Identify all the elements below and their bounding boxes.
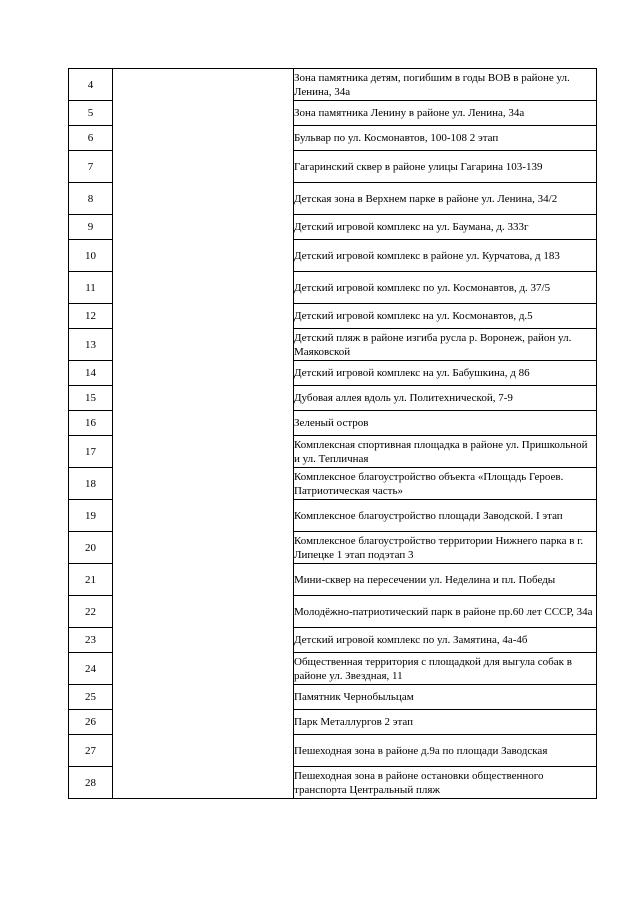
object-name-text: Детский игровой комплекс на ул. Космонавтов, д.5 — [294, 310, 533, 322]
row-number-cell: 21 — [69, 564, 113, 596]
object-name-text: Гагаринский сквер в районе улицы Гагарина 103-139 — [294, 160, 543, 173]
object-name-text: Комплексная спортивная площадка в районе ул. Пришкольной и ул. Тепличная — [294, 438, 588, 465]
object-name-cell — [294, 386, 597, 411]
row-number-cell: 25 — [69, 685, 113, 710]
object-name-cell — [294, 685, 597, 710]
object-name-text: Комплексное благоустройство объекта «Площадь Героев. Патриотическая часть» — [294, 470, 564, 497]
object-name-text: Детский игровой комплекс на ул. Бабушкина, д 86 — [294, 367, 530, 379]
row-number-cell: 9 — [69, 215, 113, 240]
row-number-cell: 22 — [69, 596, 113, 628]
object-name-cell — [294, 101, 597, 126]
object-name-text: Бульвар по ул. Космонавтов, 100-108 2 этап — [294, 132, 499, 144]
object-name-text: Детский игровой комплекс по ул. Замятина, 4а-4б — [294, 634, 528, 646]
row-number-cell: 12 — [69, 304, 113, 329]
object-name-cell — [294, 151, 597, 183]
object-name-text: Детский игровой комплекс на ул. Баумана, д. 333г — [294, 221, 529, 233]
row-number-cell: 11 — [69, 272, 113, 304]
object-name-text: Пешеходная зона в районе д.9а по площади Заводская — [294, 744, 548, 757]
object-name-text: Общественная территория с площадкой для выгула собак в районе ул. Звездная, 11 — [294, 655, 572, 682]
objects-table — [68, 68, 597, 799]
object-name-text: Комплексное благоустройство площади Заводской. I этап — [294, 509, 563, 522]
object-name-text: Детская зона в Верхнем парке в районе ул. Ленина, 34/2 — [294, 192, 558, 205]
row-number-cell: 4 — [69, 69, 113, 101]
object-name-cell — [294, 564, 597, 596]
object-name-text: Памятник Чернобыльцам — [294, 691, 414, 703]
row-number-cell: 6 — [69, 126, 113, 151]
row-number-cell: 26 — [69, 710, 113, 735]
row-number-cell: 14 — [69, 361, 113, 386]
row-number-cell: 10 — [69, 240, 113, 272]
object-name-text: Молодёжно-патриотический парк в районе пр.60 лет СССР, 34а — [294, 605, 593, 618]
object-name-cell — [294, 240, 597, 272]
row-number-cell: 7 — [69, 151, 113, 183]
object-name-text: Зона памятника Ленину в районе ул. Ленина, 34а — [294, 107, 525, 119]
object-name-cell — [294, 126, 597, 151]
object-name-cell — [294, 735, 597, 767]
object-name-cell — [294, 183, 597, 215]
object-name-cell — [294, 304, 597, 329]
object-name-text: Мини-сквер на пересечении ул. Неделина и пл. Победы — [294, 573, 556, 586]
object-name-cell — [294, 532, 597, 564]
object-name-cell — [294, 500, 597, 532]
object-name-cell — [294, 329, 597, 361]
object-name-text: Зона памятника детям, погибшим в годы ВОВ в районе ул. Ленина, 34а — [294, 71, 570, 98]
object-name-cell — [294, 215, 597, 240]
object-name-text: Парк Металлургов 2 этап — [294, 716, 414, 728]
object-name-text: Зеленый остров — [294, 417, 369, 429]
row-number-cell: 15 — [69, 386, 113, 411]
row-number-cell: 28 — [69, 767, 113, 799]
object-name-cell — [294, 767, 597, 799]
object-name-cell — [294, 468, 597, 500]
object-name-text: Детский игровой комплекс по ул. Космонавтов, д. 37/5 — [294, 281, 551, 294]
row-number-cell: 20 — [69, 532, 113, 564]
object-name-cell — [294, 653, 597, 685]
row-number-cell: 5 — [69, 101, 113, 126]
row-number-cell: 8 — [69, 183, 113, 215]
row-number-cell: 19 — [69, 500, 113, 532]
merged-empty-cell — [113, 69, 294, 799]
object-name-cell — [294, 596, 597, 628]
row-number-cell: 17 — [69, 436, 113, 468]
table-row — [69, 69, 597, 101]
object-name-text: Пешеходная зона в районе остановки общественного транспорта Центральный пляж — [294, 769, 544, 796]
object-name-cell — [294, 69, 597, 101]
row-number-cell: 23 — [69, 628, 113, 653]
row-number-cell: 18 — [69, 468, 113, 500]
object-name-cell — [294, 710, 597, 735]
row-number-cell: 27 — [69, 735, 113, 767]
row-number-cell: 16 — [69, 411, 113, 436]
row-number-cell: 13 — [69, 329, 113, 361]
object-name-cell — [294, 361, 597, 386]
object-name-cell — [294, 272, 597, 304]
row-number-cell: 24 — [69, 653, 113, 685]
object-name-cell — [294, 436, 597, 468]
table-body — [69, 69, 597, 799]
object-name-text: Дубовая аллея вдоль ул. Политехнической, 7-9 — [294, 392, 513, 404]
object-name-cell — [294, 411, 597, 436]
object-name-text: Детский игровой комплекс в районе ул. Курчатова, д 183 — [294, 249, 560, 262]
object-name-text: Детский пляж в районе изгиба русла р. Воронеж, район ул. Маяковской — [294, 331, 572, 358]
object-name-cell — [294, 628, 597, 653]
object-name-text: Комплексное благоустройство территории Нижнего парка в г. Липецке 1 этап подэтап 3 — [294, 534, 584, 561]
